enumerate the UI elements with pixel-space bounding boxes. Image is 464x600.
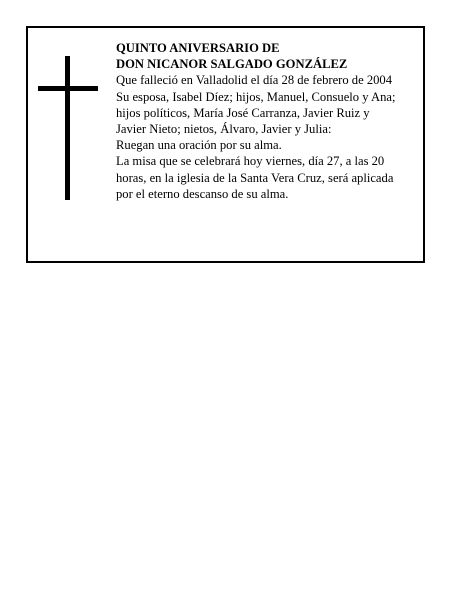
notice-body-line-7: horas, en la iglesia de la Santa Vera Cruz, será aplicada [116, 170, 394, 185]
cross-vertical-bar [65, 56, 70, 200]
obituary-notice [26, 26, 425, 263]
notice-body-line-2: Su esposa, Isabel Díez; hijos, Manuel, Consuelo y Ana; [116, 89, 396, 104]
notice-body-line-8: por el eterno descanso de su alma. [116, 186, 289, 201]
latin-cross-icon [38, 56, 98, 200]
notice-body-line-5: Ruegan una oración por su alma. [116, 138, 282, 153]
notice-body-line-6: La misa que se celebrará hoy viernes, día 27, a las 20 [116, 154, 385, 169]
cross-horizontal-bar [38, 86, 98, 91]
notice-body-line-1: Que falleció en Valladolid el día 28 de febrero de 2004 [116, 73, 393, 88]
notice-body-line-3: hijos políticos, María José Carranza, Javier Ruiz y [116, 105, 370, 120]
notice-heading-line-1: QUINTO ANIVERSARIO DE [116, 41, 280, 55]
notice-heading-line-2: DON NICANOR SALGADO GONZÁLEZ [116, 57, 348, 72]
notice-body-line-4: Javier Nieto; nietos, Álvaro, Javier y Julia: [116, 122, 332, 137]
notice-text [116, 40, 422, 202]
